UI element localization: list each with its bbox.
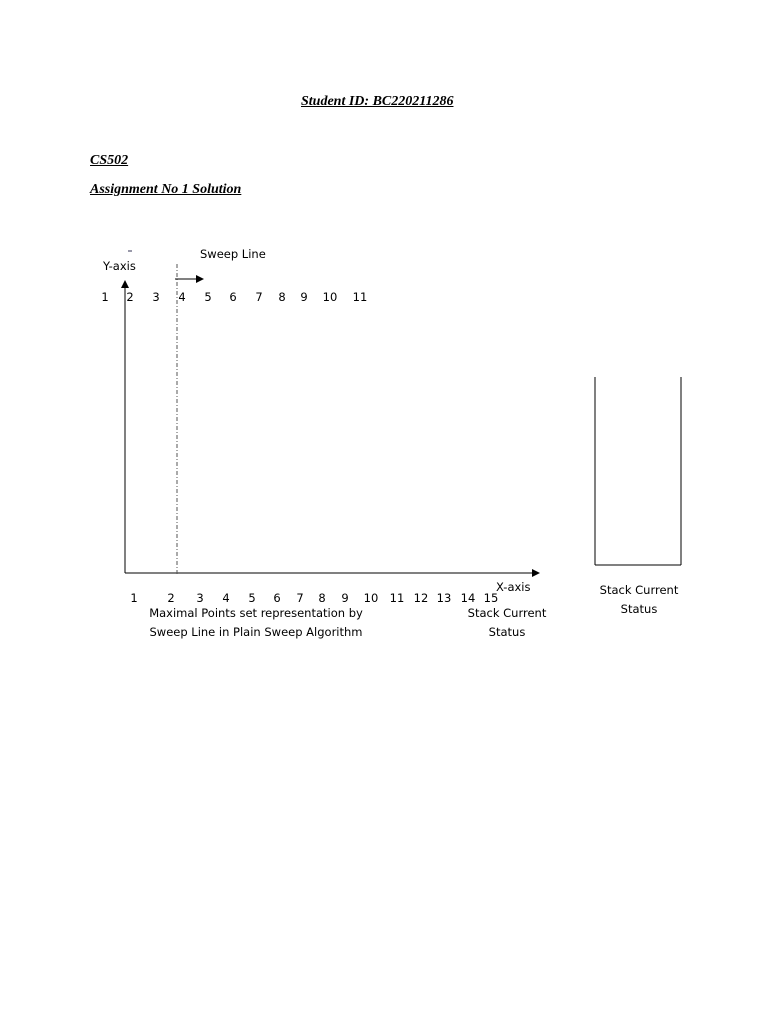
figure-caption-line-2: Sweep Line in Plain Sweep Algorithm (149, 625, 363, 639)
x-axis-label: X-axis (496, 580, 531, 594)
top-number-label: 8 (278, 290, 286, 304)
figure-caption-line-1: Maximal Points set representation by (149, 606, 363, 620)
top-number-label: 1 (101, 290, 109, 304)
stack-status-label-inline-line-2: Status (488, 625, 526, 639)
x-tick-label: 2 (167, 591, 175, 605)
stack-status-label-inline-line-1: Stack Current (467, 606, 547, 620)
x-tick-label: 11 (389, 591, 405, 605)
top-number-label: 5 (204, 290, 212, 304)
sweep-line-label: Sweep Line (200, 247, 266, 261)
x-tick-label: 14 (460, 591, 476, 605)
stack-box (595, 377, 681, 565)
x-tick-label: 12 (413, 591, 429, 605)
y-axis-label: Y-axis (103, 259, 136, 273)
x-tick-label: 4 (222, 591, 230, 605)
x-tick-label: 3 (196, 591, 204, 605)
top-number-label: 2 (126, 290, 134, 304)
student-id-heading: Student ID: BC220211286 (301, 94, 454, 109)
x-tick-label: 5 (248, 591, 256, 605)
assignment-title-heading: Assignment No 1 Solution (90, 182, 242, 197)
x-tick-label: 9 (341, 591, 349, 605)
x-tick-label: 8 (318, 591, 326, 605)
top-number-label: 7 (255, 290, 263, 304)
stack-status-label-line-1: Stack Current (599, 583, 679, 597)
x-tick-label: 15 (483, 591, 499, 605)
course-code-heading: CS502 (90, 153, 129, 168)
stack-status-label-line-2: Status (620, 602, 658, 616)
x-tick-label: 13 (436, 591, 452, 605)
x-tick-label: 7 (296, 591, 304, 605)
top-number-label: 11 (352, 290, 368, 304)
top-number-label: 10 (322, 290, 338, 304)
top-number-label: 3 (152, 290, 160, 304)
x-tick-label: 10 (363, 591, 379, 605)
top-number-label: 6 (229, 290, 237, 304)
x-tick-label: 1 (130, 591, 138, 605)
top-number-label: 9 (300, 290, 308, 304)
x-tick-label: 6 (273, 591, 281, 605)
top-number-label: 4 (178, 290, 186, 304)
